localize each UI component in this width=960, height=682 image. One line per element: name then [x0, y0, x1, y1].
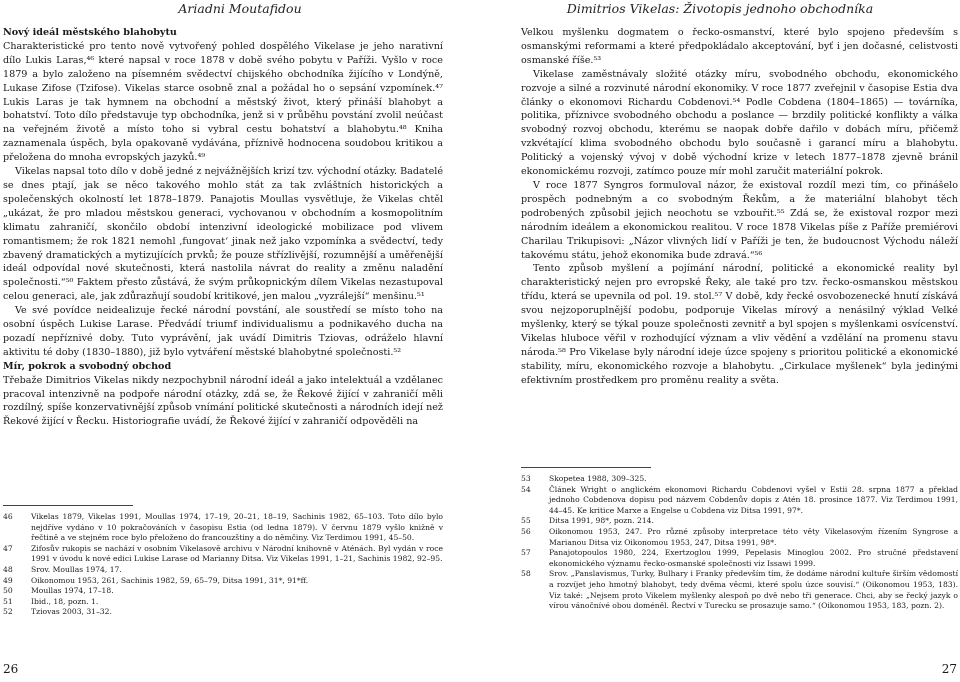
section-heading: Mír, pokrok a svobodný obchod [3, 360, 172, 372]
right-body-text [521, 26, 958, 388]
footnote-number: 48 [3, 564, 13, 574]
paragraph: Vikelas napsal toto dílo v době jedné z nejvážnějších krizí tzv. východní otázky. Badatelé se dnes ptají, jak se něco takového mohlo stát za tak zvláštních historických a společenských okolností let 1878–1879. Panajotis Moullas vysvětluje, že Vikelas chtěl „ukázat, že pro mladou městskou generaci, vychovanou v obchodním a kosmopolitním klimatu zahraničí, skončilo období intenzivní ideologické mobilizace pod vlivem romantismem; že rok 1821 nemohl ‚fungovat‘ jinak než jako vzpomínka a svědectví, tedy zbavený dramatických a mytizujících prvků; že pouze střízlivější, rozumnější a uměřenější ideál odpovídal nové skutečnosti, která nastolila návrat do reality a změnu naladění společnosti.“⁵⁰ Faktem přesto zůstává, že svým průkopnickým dílem Vikelas nezastupoval celou generaci, ale, jak zdůrazňují soudobí kritikové, jen malou „vyzrálejší“ menšinu.⁵¹ [3, 166, 443, 303]
paragraph: Třebaže Dimitrios Vikelas nikdy nezpochybnil národní ideál a jako intelektuál a vzdělanec pracoval intenzivně na podpoře národní otázky, zdá se, že Řekové žijící v zahraničí měli rozdílný, spíše konzervativnější způsob vnímání politické skutečnosti a národních idejí než Řekové žijící v Řecku. Historiografie uvádí, že Řekové žijící v zahraničí odpověděli na [3, 374, 443, 428]
footnote-number: 51 [3, 596, 13, 606]
footnote-number: 50 [3, 586, 13, 596]
footnote-number: 57 [521, 548, 531, 558]
paragraph: Tento způsob myšlení a pojímání národní, politické a ekonomické reality byl charakteristický nejen pro evropské Řeky, ale také pro tzv. řecko-osmanskou městskou třídu, která se upevnila od pol. 19. stol.⁵⁷ V době, kdy řecké osvobozenecké hnutí získává svou nejzoporuplnější podobu, podporuje Vikelas mírový a nenásilný výklad Velké myšlenky, který se týkal pouze společnosti zevnitř a byl spojen s myšlenkami osvícenství. Vikelas hluboce věřil v rozhodující význam a vliv vědění a vzdělání na promenu stavu národa.⁵⁸ Pro Vikelase byly národní ideje úzce spojeny s prioritou politické a ekonomické stability, míru, ekonomického rozvoje a blahobytu. „Cirkulace myšlenek“ byla jedinými efektivním prostředkem pro proměnu reality a světa. [521, 263, 958, 386]
footnote-text: Moullas 1974, 17–18. [31, 586, 114, 596]
footnote-number: 55 [521, 516, 531, 526]
footnote-text: Článek Wright o anglickém ekonomovi Richardu Cobdenovi vyšel v Estii 28. srpna 1877 a překlad jednoho Cobdenova dopisu pod názvem Cobdenův dopis z Atén 18. prosince 1877. Viz Terdimou 1991, 44–45. Ke kritice Marxe a Engelse u Cobdena viz Ditsa 1991, 97*. [549, 484, 958, 515]
footnote-text: Srov. Moullas 1974, 17. [31, 564, 122, 574]
right-page [480, 0, 960, 682]
footnote [521, 527, 958, 548]
footnote-rule [3, 505, 133, 506]
paragraph: V roce 1877 Syngros formuloval názor, že existoval rozdíl mezi tím, co přinášelo prospěch podnebným a co svobodným Řekům, a že materiální blahobyt těch podrobených způsobil jejich neochotu se vzbouřit.⁵⁵ Zdá se, že existoval rozpor mezi národním ideálem a ekonomickou realitou. V roce 1878 Vikelas píše z Paříže premiérovi Charilau Trikupisovi: „Názor vlivných lidí v Paříži je ten, že budoucnost Východu náleží takovému státu, jehož ekonomika bude zdravá.“⁵⁶ [521, 179, 958, 261]
paragraph: Velkou myšlenku dogmatem o řecko-osmanství, které bylo spojeno především s osmanskými reformami a které předpokládalo akceptování, byť i jen dočasné, celistvosti osmanské říše.⁵³ [521, 27, 958, 66]
running-head-left: Ariadni Moutafidou [178, 1, 302, 16]
left-body-text [3, 26, 443, 429]
footnote [521, 485, 958, 517]
footnote-text: Tziovas 2003, 31–32. [31, 607, 112, 617]
footnote-number: 56 [521, 526, 531, 536]
footnote-number: 49 [3, 575, 13, 585]
footnote-text: Srov. „Panslavismus, Turky, Bulhary i Franky především tím, že dodáme národní kultuře širším vědomostí a rozvíjet jeho hmotný blahobyt, tedy dvěma věcmi, které spolu úzce souvisí.“ (Oikonomou 1953, 183). Viz také: „Nejsem proto Vikelem myšlenky alespoň po dvě nebo tři generace. Chci, aby se řecký jazyk o vírou vánočnívé obou doméněl. Řectví v Turecku se prosazuje samo.“ (Oikonomou 1953, 183, pozn. 2). [549, 569, 958, 611]
left-footnotes [3, 512, 443, 618]
footnote-number: 58 [521, 569, 531, 579]
footnote [521, 516, 958, 527]
paragraph: Ve své povídce neidealizuje řecké národní povstání, ale soustředí se místo toho na osobní úspěch Lukise Larase. Předvádí triumf individualismu a podnikavého ducha na pozadí nepříznivé doby. Tuto vyprávění, jak uvádí Dimitris Tziovas, odráželo hlavní aktivitu té doby (1830–1880), již bylo vytváření městské blahobytné společnosti.⁵² [3, 305, 443, 358]
footnote [521, 548, 958, 569]
footnote-number: 54 [521, 484, 531, 494]
footnote-text: Ibid., 18, pozn. 1. [31, 596, 99, 606]
paragraph: Vikelase zaměstnávaly složité otázky míru, svobodného obchodu, ekonomického rozvoje a silné a rozvinuté národní ekonomiky. V roce 1877 zveřejnil v časopise Estia dva články o ekonomovi Richardu Cobdenovi.⁵⁴ Podle Cobdena (1804–1865) — továrníka, politika, příznivce svobodného obchodu a poslance — brzdily politické konflikty a válka svobodný rozvoj obchodu, kterému se naopak dobře dařilo v dobách míru, přičemž vzkvétající klima svobodného obchodu bylo současně i garancí míru a blahobytu. Politický a vojenský vývoj v době východní krize v letech 1877–1878 zjevně bránil ekonomickému rozvoji, zatímco pouze mír mohl zaručit materiální pokrok. [521, 68, 958, 178]
page-number: 26 [3, 662, 19, 676]
footnote-text: Panajotopoulos 1980, 224, Exertzoglou 1999, Pepelasis Minoglou 2002. Pro stručné představení ekonomického významu řecko-osmanské společnosti viz Issawi 1999. [549, 548, 958, 568]
footnote [3, 512, 443, 544]
footnote-number: 53 [521, 474, 531, 483]
running-head-right: Dimitrios Vikelas: Životopis jednoho obchodníka [566, 1, 874, 16]
footnote-text: Skopetea 1988, 309–325. [549, 474, 647, 483]
footnote-text: Oikonomou 1953, 247. Pro různé způsoby interpretace této věty Vikelasovým řízením Syngrose a Marianou Ditsa viz Oikonomou 1953, 247, Ditsa 1991, 98*. [549, 526, 958, 547]
footnote-text: Zifosův rukopis se nachází v osobním Vikelasově archivu v Národní knihovně v Aténách. Byl vydán v roce 1991 v úvodu k nové edici Lukise Larase od Marianny Ditsa. Viz Vikelas 1991, 1–21, Sachinis 1982, 92–95. [31, 543, 443, 564]
paragraph: Charakteristické pro tento nově vytvořený pohled dospělého Vikelase je jeho narativní dílo Lukis Laras,⁴⁶ které napsal v roce 1878 v době svého pobytu v Paříži. Vyšlo v roce 1879 a bylo založeno na písemném svědectví chijského obchodníka žijícího v Londýně, Lukase Zifose (Tzifose). Vikelas starce osobně znal a požádal ho o sepsání vzpomínek.⁴⁷ Lukis Laras je tak hymnem na obchodní a městský život, který přináší blahobyt a bohatství. Toto dílo představuje typ obchodníka, jenž si v průběhu povstání zvolil neúčast na veřejném životě a místo toho si vybral cestu bohatství a blahobytu.⁴⁸ Kniha zaznamenala úspěch, byla opakovaně vydávána, příznivě hodnocena soudobou kritikou a přeložena do mnoha evropských jazyků.⁴⁹ [3, 40, 443, 164]
footnote-text: Ditsa 1991, 98*, pozn. 214. [549, 516, 654, 526]
footnote-number: 46 [3, 512, 13, 521]
footnote-text: Oikonomou 1953, 261, Sachinis 1982, 59, 65–79, Ditsa 1991, 31*, 91*ff. [31, 575, 309, 585]
footnote [3, 576, 443, 587]
section-heading: Nový ideál městského blahobytu [3, 27, 177, 38]
footnote-number: 47 [3, 543, 13, 553]
footnote [3, 607, 443, 618]
footnote [521, 474, 958, 485]
footnote [521, 569, 958, 611]
page-number: 27 [941, 662, 957, 676]
right-footnotes [521, 474, 958, 612]
footnote-text: Vikelas 1879, Vikelas 1991, Moullas 1974, 17–19, 20–21, 18–19, Sachinis 1982, 65–103. Toto dílo bylo nejdříve vydáno v 10 pokračováních v časopisu Estia (od ledna 1879). V červnu 1879 vyšlo knižně v řečtině a ve stejném roce bylo přeloženo do francouzštiny a do němčiny. Viz Terdimou 1991, 45–50. [31, 512, 443, 543]
footnote [3, 544, 443, 565]
footnote [3, 565, 443, 576]
footnote [3, 586, 443, 597]
footnote-number: 52 [3, 607, 13, 617]
footnote [3, 597, 443, 608]
footnote-rule [521, 467, 651, 468]
